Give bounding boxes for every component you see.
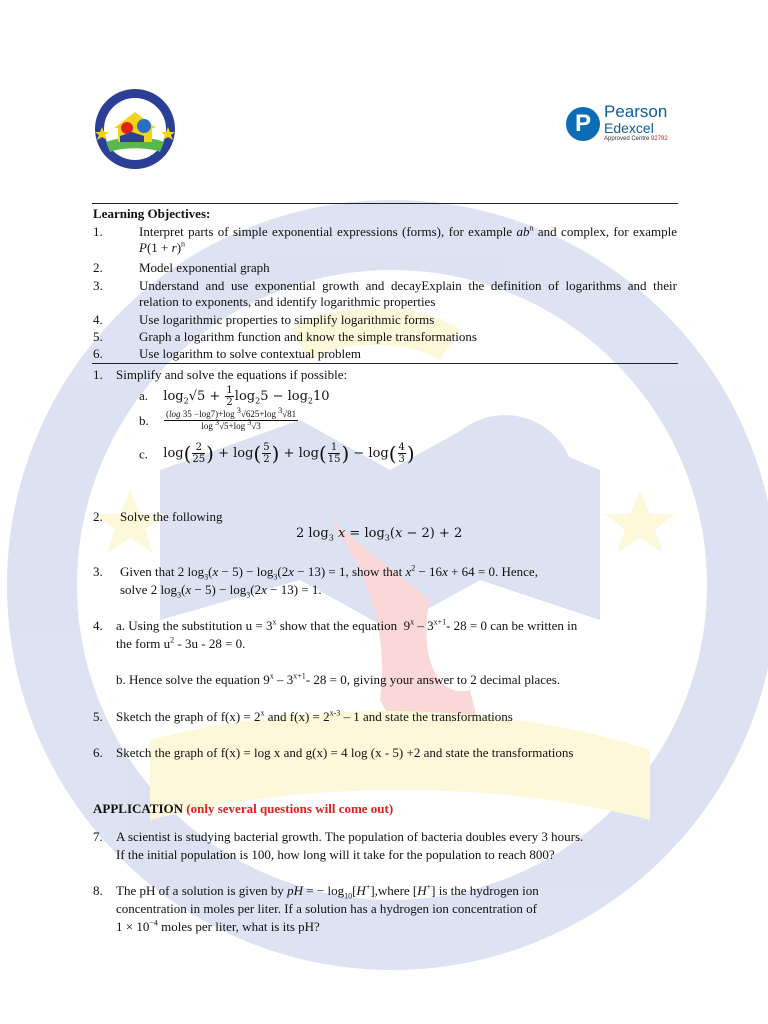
school-logo bbox=[94, 88, 176, 170]
question-1c bbox=[139, 442, 415, 465]
part-label: a. bbox=[139, 388, 149, 403]
part-label: c. bbox=[139, 446, 149, 462]
equation-2: 2 $\log_3 x = \log_3(x - 2) + 2$ bbox=[296, 526, 463, 543]
question-number: 5. bbox=[93, 709, 103, 724]
objective-text: Interpret parts of simple exponential expressions (forms), for example $ab^n$ and complex, for example $P(1 + r)^n$ bbox=[139, 223, 677, 255]
objective-text: Use logarithmic properties to simplify logarithmic forms bbox=[139, 312, 435, 327]
objective-number: 2. bbox=[93, 260, 103, 275]
pearson-name: Pearson bbox=[604, 102, 668, 121]
question-text: Simplify and solve the equations if possible: bbox=[116, 367, 348, 382]
pearson-logo-icon: P bbox=[566, 107, 600, 141]
objective-number: 6. bbox=[93, 346, 103, 361]
approved-centre-number: 92792 bbox=[651, 136, 668, 142]
question-text: A scientist is studying bacterial growth. The population of bacteria doubles every 3 hours. bbox=[116, 829, 584, 844]
question-text: the form $u^2 - 3u - 28 = 0$. bbox=[116, 635, 246, 651]
question-text: concentration in moles per liter. If a solution has a hydrogen ion concentration of bbox=[116, 901, 537, 916]
question-text: a. Using the substitution $u = 3^x$ show that the equation $9^x - 3^{x+1}-$ 28 = 0 can be written in bbox=[116, 617, 578, 633]
objective-item bbox=[93, 224, 677, 258]
objective-number: 5. bbox=[93, 329, 103, 344]
question-text: solve 2 $\log_3(x - 5) - \log_3(2x - 13) = 1$. bbox=[120, 582, 322, 600]
question-number: 8. bbox=[93, 883, 103, 898]
application-heading bbox=[93, 800, 393, 817]
pearson-edexcel-logo bbox=[566, 103, 686, 147]
math-expression: $\log_2√5$ + $\frac{1}{2}$ $\log_25 - \log_210$ bbox=[163, 385, 330, 408]
question-number: 7. bbox=[93, 829, 103, 844]
approved-centre-label: Approved Centre bbox=[604, 136, 650, 142]
question-text: Sketch the graph of f(x) = log x and g(x) = 4 log (x - 5) +2 and state the transformations bbox=[116, 745, 574, 760]
question-1a bbox=[139, 385, 330, 408]
question-text: Solve the following bbox=[120, 509, 223, 524]
objective-text: Understand and use exponential growth and decayExplain the definition of logarithms and their relation to exponents, and identify logarithmic properties bbox=[139, 278, 677, 309]
application-title: APPLICATION bbox=[93, 801, 184, 816]
question-1b bbox=[139, 406, 298, 432]
objective-text: Graph a logarithm function and know the simple transformations bbox=[139, 329, 477, 344]
question-text: b. Hence solve the equation $9^x - 3^{x+1}-$ 28 = 0, giving your answer to 2 decimal places. bbox=[116, 671, 561, 687]
question-number: 2. bbox=[93, 509, 103, 524]
learning-objectives-title: Learning Objectives: bbox=[93, 206, 211, 221]
question-text: $1 \times 10^{-4}$ moles per liter, what is its pH? bbox=[116, 918, 320, 934]
question-text: Given that 2 $\log_3(x - 5) - \log_3(2x - 13) = 1$, show that $x^2 - 16x + 64 = 0$. Hence, bbox=[120, 563, 538, 582]
question-number: 4. bbox=[93, 618, 103, 633]
objective-text: Model exponential graph bbox=[139, 260, 270, 275]
objectives-divider bbox=[92, 363, 678, 364]
question-number: 1. bbox=[93, 367, 103, 382]
question-number: 6. bbox=[93, 745, 103, 760]
objective-text: Use logarithm to solve contextual problem bbox=[139, 346, 362, 361]
edexcel-name: Edexcel bbox=[604, 120, 654, 136]
question-text: If the initial population is 100, how long will it take for the population to reach 800? bbox=[116, 847, 555, 862]
approved-centre bbox=[604, 136, 668, 142]
objective-item bbox=[93, 278, 677, 312]
application-note: (only several questions will come out) bbox=[186, 801, 394, 816]
question-number: 3. bbox=[93, 564, 103, 579]
top-divider bbox=[92, 203, 678, 204]
objective-number: 1. bbox=[93, 224, 103, 239]
objective-number: 3. bbox=[93, 278, 103, 293]
math-expression: log( $\frac{2}{25}$ ) + log( $\frac{5}{2}$ ) + log( $\frac{1}{15}$ ) − log( $\frac{4}{3}$ ) bbox=[163, 441, 415, 466]
math-expression: $\frac{(\log 35 -\log 7)+\log ^3√625+\log ^3√81}{\log ^3√5+\log ^3√3}$ bbox=[166, 406, 297, 431]
question-text: Sketch the graph of $f(x) = 2^x$ and $f(x) = 2^{x-3} - 1$ and state the transformations bbox=[116, 708, 513, 724]
objective-number: 4. bbox=[93, 312, 103, 327]
question-text: The pH of a solution is given by pH = − $\log_{10}[H^+],where$ [H+] is the hydrogen ion bbox=[116, 882, 539, 901]
part-label: b. bbox=[139, 413, 149, 428]
